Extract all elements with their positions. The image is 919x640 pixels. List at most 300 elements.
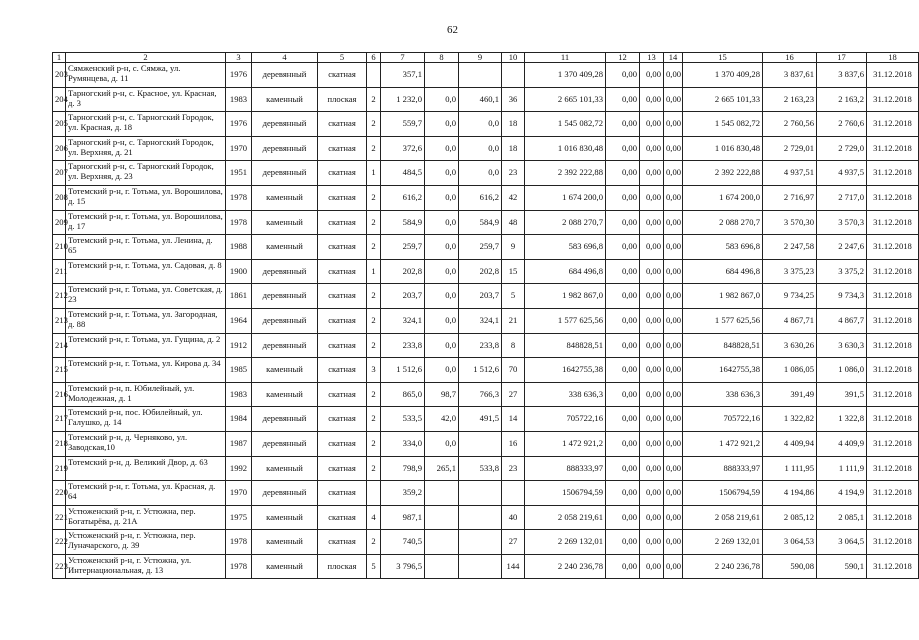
- cost-per-sqm-cell: 391,49: [763, 382, 817, 407]
- cost-cell: 2 088 270,7: [525, 210, 606, 235]
- row-number-cell: 210: [53, 235, 66, 260]
- address-cell: Устюженский р-н, г. Устюжна, ул. Интернациональная, д. 13: [66, 554, 226, 579]
- cost-col-12-cell: 0,00: [606, 530, 640, 555]
- total-area-cell: 740,5: [381, 530, 425, 555]
- roof-type-cell: скатная: [318, 358, 367, 383]
- total-area-cell: 202,8: [381, 259, 425, 284]
- column-header: 13: [640, 53, 664, 63]
- row-number-cell: 220: [53, 481, 66, 506]
- row-number-cell: 211: [53, 259, 66, 284]
- column-header: 15: [683, 53, 763, 63]
- area-residential-cell: 766,3: [459, 382, 502, 407]
- roof-type-cell: скатная: [318, 456, 367, 481]
- deadline-cell: 31.12.2018: [867, 358, 919, 383]
- row-number-cell: 217: [53, 407, 66, 432]
- deadline-cell: 31.12.2018: [867, 481, 919, 506]
- area-residential-cell: 533,8: [459, 456, 502, 481]
- roof-type-cell: скатная: [318, 333, 367, 358]
- roof-type-cell: скатная: [318, 259, 367, 284]
- roof-type-cell: скатная: [318, 530, 367, 555]
- cost-per-sqm-cell: 2 163,23: [763, 87, 817, 112]
- year-built-cell: 1983: [226, 382, 252, 407]
- year-built-cell: 1970: [226, 136, 252, 161]
- cost-col-14-cell: 0,00: [664, 554, 683, 579]
- roof-type-cell: скатная: [318, 112, 367, 137]
- total-cost-cell: 1 472 921,2: [683, 431, 763, 456]
- area-nonresidential-cell: 0,0: [425, 210, 459, 235]
- table-row: [53, 87, 919, 112]
- address-cell: Устюженский р-н, г. Устюжна, пер. Луначарского, д. 39: [66, 530, 226, 555]
- wall-material-cell: каменный: [252, 530, 318, 555]
- year-built-cell: 1983: [226, 87, 252, 112]
- deadline-cell: 31.12.2018: [867, 308, 919, 333]
- cost-per-sqm-rounded-cell: 2 717,0: [817, 185, 867, 210]
- floors-cell: 4: [367, 505, 381, 530]
- cost-per-sqm-cell: 1 111,95: [763, 456, 817, 481]
- floors-cell: 2: [367, 333, 381, 358]
- total-cost-cell: 705722,16: [683, 407, 763, 432]
- cost-cell: 2 269 132,01: [525, 530, 606, 555]
- cost-col-14-cell: 0,00: [664, 481, 683, 506]
- column-header: 17: [817, 53, 867, 63]
- deadline-cell: 31.12.2018: [867, 210, 919, 235]
- cost-col-14-cell: 0,00: [664, 431, 683, 456]
- area-nonresidential-cell: 265,1: [425, 456, 459, 481]
- floors-cell: 2: [367, 284, 381, 309]
- deadline-cell: 31.12.2018: [867, 112, 919, 137]
- floors-cell: 2: [367, 112, 381, 137]
- cost-per-sqm-cell: 2 247,58: [763, 235, 817, 260]
- residents-cell: 5: [502, 284, 525, 309]
- floors-cell: 2: [367, 382, 381, 407]
- cost-col-13-cell: 0,00: [640, 136, 664, 161]
- cost-per-sqm-cell: 1 322,82: [763, 407, 817, 432]
- column-header: 10: [502, 53, 525, 63]
- floors-cell: 3: [367, 358, 381, 383]
- residents-cell: 144: [502, 554, 525, 579]
- area-residential-cell: [459, 554, 502, 579]
- roof-type-cell: скатная: [318, 210, 367, 235]
- row-number-cell: 213: [53, 308, 66, 333]
- wall-material-cell: деревянный: [252, 63, 318, 88]
- total-cost-cell: 684 496,8: [683, 259, 763, 284]
- area-nonresidential-cell: 0,0: [425, 185, 459, 210]
- wall-material-cell: каменный: [252, 505, 318, 530]
- cost-per-sqm-cell: 4 937,51: [763, 161, 817, 186]
- area-residential-cell: 584,9: [459, 210, 502, 235]
- column-header: 14: [664, 53, 683, 63]
- cost-per-sqm-cell: 4 194,86: [763, 481, 817, 506]
- total-cost-cell: 2 392 222,88: [683, 161, 763, 186]
- deadline-cell: 31.12.2018: [867, 284, 919, 309]
- floors-cell: [367, 63, 381, 88]
- cost-col-13-cell: 0,00: [640, 210, 664, 235]
- deadline-cell: 31.12.2018: [867, 185, 919, 210]
- total-area-cell: 372,6: [381, 136, 425, 161]
- wall-material-cell: каменный: [252, 185, 318, 210]
- cost-cell: 1506794,59: [525, 481, 606, 506]
- area-nonresidential-cell: [425, 530, 459, 555]
- total-area-cell: 334,0: [381, 431, 425, 456]
- address-cell: Тотемский р-н, г. Тотьма, ул. Ворошилова, д. 15: [66, 185, 226, 210]
- row-number-cell: 215: [53, 358, 66, 383]
- table-row: [53, 505, 919, 530]
- wall-material-cell: каменный: [252, 358, 318, 383]
- cost-per-sqm-cell: 3 570,30: [763, 210, 817, 235]
- cost-per-sqm-cell: 590,08: [763, 554, 817, 579]
- cost-per-sqm-rounded-cell: 590,1: [817, 554, 867, 579]
- floors-cell: 2: [367, 407, 381, 432]
- cost-col-14-cell: 0,00: [664, 235, 683, 260]
- wall-material-cell: каменный: [252, 456, 318, 481]
- cost-per-sqm-cell: 2 729,01: [763, 136, 817, 161]
- address-cell: Тотемский р-н, г. Тотьма, ул. Загородная, д. 88: [66, 308, 226, 333]
- total-cost-cell: 2 240 236,78: [683, 554, 763, 579]
- cost-cell: 1 370 409,28: [525, 63, 606, 88]
- cost-col-12-cell: 0,00: [606, 481, 640, 506]
- roof-type-cell: скатная: [318, 185, 367, 210]
- cost-per-sqm-cell: 9 734,25: [763, 284, 817, 309]
- residents-cell: 9: [502, 235, 525, 260]
- deadline-cell: 31.12.2018: [867, 407, 919, 432]
- address-cell: Тарногский р-н, с. Красное, ул. Красная, д. 3: [66, 87, 226, 112]
- cost-col-13-cell: 0,00: [640, 382, 664, 407]
- cost-col-14-cell: 0,00: [664, 63, 683, 88]
- area-nonresidential-cell: [425, 505, 459, 530]
- year-built-cell: 1861: [226, 284, 252, 309]
- table-row: [53, 554, 919, 579]
- floors-cell: 1: [367, 259, 381, 284]
- floors-cell: 2: [367, 431, 381, 456]
- floors-cell: 2: [367, 136, 381, 161]
- residents-cell: 23: [502, 161, 525, 186]
- cost-cell: 1642755,38: [525, 358, 606, 383]
- row-number-cell: 218: [53, 431, 66, 456]
- total-area-cell: 584,9: [381, 210, 425, 235]
- area-residential-cell: 616,2: [459, 185, 502, 210]
- column-header: 4: [252, 53, 318, 63]
- cost-col-13-cell: 0,00: [640, 235, 664, 260]
- cost-col-14-cell: 0,00: [664, 284, 683, 309]
- residents-cell: 36: [502, 87, 525, 112]
- address-cell: Сямженский р-н, с. Сямжа, ул. Румянцева, д. 11: [66, 63, 226, 88]
- address-cell: Тотемский р-н, п. Юбилейный, ул. Молодежная, д. 1: [66, 382, 226, 407]
- row-number-cell: 216: [53, 382, 66, 407]
- table-row: [53, 112, 919, 137]
- deadline-cell: 31.12.2018: [867, 554, 919, 579]
- address-cell: Тотемский р-н, г. Тотьма, ул. Ленина, д. 65: [66, 235, 226, 260]
- cost-col-12-cell: 0,00: [606, 112, 640, 137]
- area-residential-cell: [459, 530, 502, 555]
- cost-col-14-cell: 0,00: [664, 136, 683, 161]
- area-residential-cell: 202,8: [459, 259, 502, 284]
- housing-table: [52, 52, 919, 579]
- deadline-cell: 31.12.2018: [867, 530, 919, 555]
- residents-cell: 18: [502, 136, 525, 161]
- area-nonresidential-cell: 0,0: [425, 431, 459, 456]
- cost-col-14-cell: 0,00: [664, 505, 683, 530]
- area-residential-cell: 233,8: [459, 333, 502, 358]
- area-residential-cell: 203,7: [459, 284, 502, 309]
- row-number-cell: 222: [53, 530, 66, 555]
- table-row: [53, 407, 919, 432]
- cost-col-13-cell: 0,00: [640, 554, 664, 579]
- floors-cell: 2: [367, 530, 381, 555]
- area-nonresidential-cell: 0,0: [425, 308, 459, 333]
- cost-col-12-cell: 0,00: [606, 333, 640, 358]
- year-built-cell: 1976: [226, 112, 252, 137]
- table-row: [53, 259, 919, 284]
- cost-cell: 2 392 222,88: [525, 161, 606, 186]
- roof-type-cell: скатная: [318, 382, 367, 407]
- area-nonresidential-cell: 0,0: [425, 358, 459, 383]
- cost-per-sqm-cell: 2 760,56: [763, 112, 817, 137]
- cost-col-13-cell: 0,00: [640, 456, 664, 481]
- roof-type-cell: скатная: [318, 161, 367, 186]
- floors-cell: 2: [367, 235, 381, 260]
- total-cost-cell: 338 636,3: [683, 382, 763, 407]
- total-cost-cell: 1 577 625,56: [683, 308, 763, 333]
- residents-cell: 21: [502, 308, 525, 333]
- total-area-cell: 233,8: [381, 333, 425, 358]
- cost-col-12-cell: 0,00: [606, 63, 640, 88]
- table-row: [53, 308, 919, 333]
- cost-col-12-cell: 0,00: [606, 136, 640, 161]
- table-row: [53, 431, 919, 456]
- cost-col-12-cell: 0,00: [606, 358, 640, 383]
- cost-per-sqm-cell: 2 085,12: [763, 505, 817, 530]
- residents-cell: 70: [502, 358, 525, 383]
- area-nonresidential-cell: 0,0: [425, 87, 459, 112]
- cost-col-14-cell: 0,00: [664, 530, 683, 555]
- table-row: [53, 333, 919, 358]
- total-area-cell: 203,7: [381, 284, 425, 309]
- address-cell: Тотемский р-н, пос. Юбилейный, ул. Галушко, д. 14: [66, 407, 226, 432]
- total-cost-cell: 1642755,38: [683, 358, 763, 383]
- total-area-cell: 324,1: [381, 308, 425, 333]
- residents-cell: 27: [502, 382, 525, 407]
- table-row: [53, 185, 919, 210]
- area-nonresidential-cell: 0,0: [425, 333, 459, 358]
- year-built-cell: 1988: [226, 235, 252, 260]
- cost-col-12-cell: 0,00: [606, 505, 640, 530]
- wall-material-cell: каменный: [252, 554, 318, 579]
- cost-per-sqm-rounded-cell: 4 409,9: [817, 431, 867, 456]
- address-cell: Тарногский р-н, с. Тарногский Городок, ул. Верхняя, д. 23: [66, 161, 226, 186]
- cost-col-14-cell: 0,00: [664, 308, 683, 333]
- cost-col-12-cell: 0,00: [606, 235, 640, 260]
- cost-col-12-cell: 0,00: [606, 308, 640, 333]
- year-built-cell: 1984: [226, 407, 252, 432]
- table-header-row: [53, 53, 919, 63]
- address-cell: Тотемский р-н, д. Черняково, ул. Заводская,10: [66, 431, 226, 456]
- cost-col-14-cell: 0,00: [664, 259, 683, 284]
- total-cost-cell: 2 058 219,61: [683, 505, 763, 530]
- table-row: [53, 63, 919, 88]
- cost-col-12-cell: 0,00: [606, 407, 640, 432]
- cost-cell: 1 674 200,0: [525, 185, 606, 210]
- area-residential-cell: [459, 63, 502, 88]
- cost-cell: 705722,16: [525, 407, 606, 432]
- cost-per-sqm-rounded-cell: 2 163,2: [817, 87, 867, 112]
- cost-col-12-cell: 0,00: [606, 87, 640, 112]
- cost-per-sqm-rounded-cell: 2 729,0: [817, 136, 867, 161]
- cost-per-sqm-rounded-cell: 3 570,3: [817, 210, 867, 235]
- total-cost-cell: 1 016 830,48: [683, 136, 763, 161]
- cost-col-13-cell: 0,00: [640, 358, 664, 383]
- wall-material-cell: каменный: [252, 235, 318, 260]
- area-residential-cell: 259,7: [459, 235, 502, 260]
- address-cell: Устюженский р-н, г. Устюжна, пер. Богатырёва, д. 21А: [66, 505, 226, 530]
- year-built-cell: 1987: [226, 431, 252, 456]
- cost-col-13-cell: 0,00: [640, 308, 664, 333]
- cost-col-13-cell: 0,00: [640, 284, 664, 309]
- area-nonresidential-cell: 0,0: [425, 136, 459, 161]
- wall-material-cell: деревянный: [252, 333, 318, 358]
- residents-cell: 15: [502, 259, 525, 284]
- total-area-cell: 1 512,6: [381, 358, 425, 383]
- deadline-cell: 31.12.2018: [867, 456, 919, 481]
- cost-cell: 338 636,3: [525, 382, 606, 407]
- address-cell: Тарногский р-н, с. Тарногский Городок, ул. Верхняя, д. 21: [66, 136, 226, 161]
- cost-per-sqm-cell: 3 630,26: [763, 333, 817, 358]
- deadline-cell: 31.12.2018: [867, 259, 919, 284]
- year-built-cell: 1975: [226, 505, 252, 530]
- year-built-cell: 1978: [226, 554, 252, 579]
- column-header: 7: [381, 53, 425, 63]
- total-cost-cell: 1 545 082,72: [683, 112, 763, 137]
- floors-cell: 2: [367, 210, 381, 235]
- year-built-cell: 1992: [226, 456, 252, 481]
- wall-material-cell: каменный: [252, 87, 318, 112]
- cost-col-13-cell: 0,00: [640, 63, 664, 88]
- column-header: 11: [525, 53, 606, 63]
- total-cost-cell: 1 370 409,28: [683, 63, 763, 88]
- cost-per-sqm-rounded-cell: 4 194,9: [817, 481, 867, 506]
- total-area-cell: 559,7: [381, 112, 425, 137]
- floors-cell: 2: [367, 456, 381, 481]
- area-residential-cell: 324,1: [459, 308, 502, 333]
- cost-col-14-cell: 0,00: [664, 112, 683, 137]
- cost-per-sqm-cell: 3 375,23: [763, 259, 817, 284]
- area-nonresidential-cell: 42,0: [425, 407, 459, 432]
- residents-cell: 23: [502, 456, 525, 481]
- cost-col-12-cell: 0,00: [606, 382, 640, 407]
- cost-cell: 1 982 867,0: [525, 284, 606, 309]
- cost-per-sqm-cell: 3 064,53: [763, 530, 817, 555]
- roof-type-cell: скатная: [318, 505, 367, 530]
- year-built-cell: 1964: [226, 308, 252, 333]
- wall-material-cell: деревянный: [252, 259, 318, 284]
- cost-col-13-cell: 0,00: [640, 530, 664, 555]
- row-number-cell: 219: [53, 456, 66, 481]
- total-area-cell: 357,1: [381, 63, 425, 88]
- cost-col-14-cell: 0,00: [664, 358, 683, 383]
- cost-per-sqm-rounded-cell: 9 734,3: [817, 284, 867, 309]
- total-cost-cell: 1 982 867,0: [683, 284, 763, 309]
- area-residential-cell: [459, 481, 502, 506]
- cost-col-12-cell: 0,00: [606, 431, 640, 456]
- cost-cell: 1 016 830,48: [525, 136, 606, 161]
- wall-material-cell: каменный: [252, 210, 318, 235]
- cost-col-13-cell: 0,00: [640, 112, 664, 137]
- cost-col-13-cell: 0,00: [640, 87, 664, 112]
- total-area-cell: 484,5: [381, 161, 425, 186]
- year-built-cell: 1978: [226, 210, 252, 235]
- row-number-cell: 209: [53, 210, 66, 235]
- total-cost-cell: 848828,51: [683, 333, 763, 358]
- total-area-cell: 987,1: [381, 505, 425, 530]
- cost-col-12-cell: 0,00: [606, 161, 640, 186]
- cost-col-14-cell: 0,00: [664, 161, 683, 186]
- column-header: 5: [318, 53, 367, 63]
- address-cell: Тотемский р-н, г. Тотьма, ул. Советская, д. 23: [66, 284, 226, 309]
- row-number-cell: 208: [53, 185, 66, 210]
- cost-col-13-cell: 0,00: [640, 431, 664, 456]
- year-built-cell: 1900: [226, 259, 252, 284]
- total-area-cell: 3 796,5: [381, 554, 425, 579]
- total-area-cell: 865,0: [381, 382, 425, 407]
- year-built-cell: 1912: [226, 333, 252, 358]
- area-nonresidential-cell: 0,0: [425, 259, 459, 284]
- wall-material-cell: каменный: [252, 382, 318, 407]
- column-header: 3: [226, 53, 252, 63]
- roof-type-cell: плоская: [318, 554, 367, 579]
- deadline-cell: 31.12.2018: [867, 136, 919, 161]
- table-row: [53, 235, 919, 260]
- row-number-cell: 203: [53, 63, 66, 88]
- cost-per-sqm-rounded-cell: 3 064,5: [817, 530, 867, 555]
- year-built-cell: 1978: [226, 530, 252, 555]
- cost-col-14-cell: 0,00: [664, 407, 683, 432]
- roof-type-cell: скатная: [318, 284, 367, 309]
- cost-cell: 2 665 101,33: [525, 87, 606, 112]
- row-number-cell: 207: [53, 161, 66, 186]
- cost-per-sqm-rounded-cell: 1 086,0: [817, 358, 867, 383]
- year-built-cell: 1978: [226, 185, 252, 210]
- area-nonresidential-cell: [425, 554, 459, 579]
- table-row: [53, 161, 919, 186]
- cost-col-14-cell: 0,00: [664, 333, 683, 358]
- row-number-cell: 221: [53, 505, 66, 530]
- table-row: [53, 481, 919, 506]
- total-area-cell: 259,7: [381, 235, 425, 260]
- total-cost-cell: 2 269 132,01: [683, 530, 763, 555]
- table-row: [53, 284, 919, 309]
- table-row: [53, 358, 919, 383]
- cost-cell: 848828,51: [525, 333, 606, 358]
- roof-type-cell: скатная: [318, 136, 367, 161]
- column-header: 18: [867, 53, 919, 63]
- column-header: 6: [367, 53, 381, 63]
- cost-per-sqm-rounded-cell: 391,5: [817, 382, 867, 407]
- total-cost-cell: 888333,97: [683, 456, 763, 481]
- floors-cell: 2: [367, 185, 381, 210]
- wall-material-cell: деревянный: [252, 136, 318, 161]
- cost-col-12-cell: 0,00: [606, 456, 640, 481]
- floors-cell: 5: [367, 554, 381, 579]
- total-cost-cell: 583 696,8: [683, 235, 763, 260]
- wall-material-cell: деревянный: [252, 481, 318, 506]
- cost-per-sqm-rounded-cell: 3 375,2: [817, 259, 867, 284]
- total-area-cell: 1 232,0: [381, 87, 425, 112]
- area-nonresidential-cell: [425, 63, 459, 88]
- deadline-cell: 31.12.2018: [867, 235, 919, 260]
- cost-col-14-cell: 0,00: [664, 210, 683, 235]
- area-nonresidential-cell: 0,0: [425, 284, 459, 309]
- row-number-cell: 212: [53, 284, 66, 309]
- deadline-cell: 31.12.2018: [867, 87, 919, 112]
